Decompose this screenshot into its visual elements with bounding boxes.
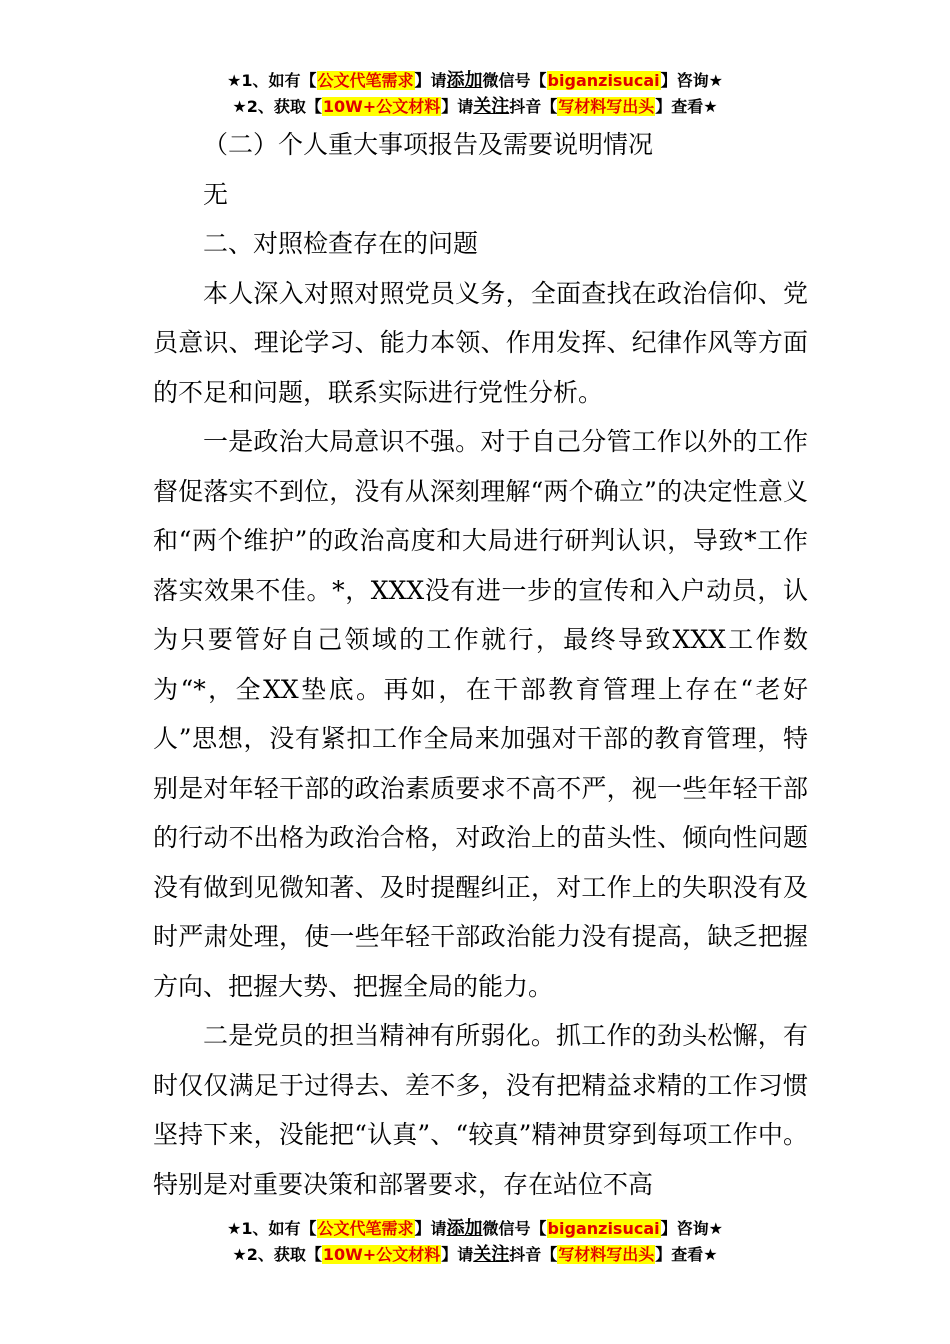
promo-text: 】请 xyxy=(441,97,474,116)
promo-text: 】咨询★ xyxy=(660,1219,723,1238)
intro-paragraph: 本人深入对照对照党员义务，全面查找在政治信仰、党员意识、理论学习、能力本领、作用发挥、纪律作风等方面的不足和问题，联系实际进行党性分析。 xyxy=(153,278,808,407)
promo-highlight-wechat-id: biganzisucai xyxy=(547,71,660,90)
promo-emphasis: 添加 xyxy=(446,70,483,91)
promo-emphasis: 关注 xyxy=(473,96,510,117)
section-heading-personal-matters: （二）个人重大事项报告及需要说明情况 xyxy=(203,130,654,159)
promo-text: 微信号【 xyxy=(482,71,547,90)
promo-line-2 xyxy=(0,1242,950,1268)
promo-text: ★2、获取【 xyxy=(232,97,322,116)
problem-point-1: 一是政治大局意识不强。对于自己分管工作以外的工作督促落实不到位，没有从深刻理解“两个确立”的决定性意义和“两个维护”的政治高度和大局进行研判认识，导致*工作落实效果不佳。*，XXX没有进一步的宣传和入户动员，认为只要管好自己领域的工作就行，最终导致XXX工作数为“*，全XX垫底。再如，在干部教育管理上存在“老好人”思想，没有紧扣工作全局来加强对干部的教育管理，特别是对年轻干部的政治素质要求不高不严，视一些年轻干部的行动不出格为政治合格，对政治上的苗头性、倾向性问题没有做到见微知著、及时提醒纠正，对工作上的失职没有及时严肃处理，使一些年轻干部政治能力没有提高，缺乏把握方向、把握大势、把握全局的能力。 xyxy=(153,427,808,1001)
promo-text: 】请 xyxy=(441,1245,474,1264)
promo-highlight-service: 公文代笔需求 xyxy=(317,71,414,90)
promo-text: 】查看★ xyxy=(655,1245,718,1264)
promo-highlight-douyin-account: 写材料写出头 xyxy=(558,97,655,116)
promo-highlight-douyin-account: 写材料写出头 xyxy=(558,1245,655,1264)
promo-text: ★1、如有【 xyxy=(227,1219,317,1238)
promo-text: ★2、获取【 xyxy=(232,1245,322,1264)
promo-line-1 xyxy=(0,1216,950,1242)
promo-emphasis: 添加 xyxy=(446,1218,483,1239)
promo-banner-top xyxy=(0,68,950,120)
promo-text: 】请 xyxy=(414,71,447,90)
promo-banner-bottom xyxy=(0,1216,950,1268)
promo-text: 抖音【 xyxy=(509,1245,558,1264)
promo-text: 】查看★ xyxy=(655,97,718,116)
promo-text: ★1、如有【 xyxy=(227,71,317,90)
promo-highlight-wechat-id: biganzisucai xyxy=(547,1219,660,1238)
promo-text: 抖音【 xyxy=(509,97,558,116)
section-heading-problems: 二、对照检查存在的问题 xyxy=(203,229,479,258)
promo-line-1 xyxy=(0,68,950,94)
promo-line-2 xyxy=(0,94,950,120)
promo-emphasis: 关注 xyxy=(473,1244,510,1265)
promo-highlight-materials: 10W+公文材料 xyxy=(322,1245,441,1264)
promo-highlight-service: 公文代笔需求 xyxy=(317,1219,414,1238)
personal-matters-content: 无 xyxy=(203,179,229,209)
document-body xyxy=(153,120,808,1209)
promo-text: 微信号【 xyxy=(482,1219,547,1238)
promo-highlight-materials: 10W+公文材料 xyxy=(322,97,441,116)
problem-point-2: 二是党员的担当精神有所弱化。抓工作的劲头松懈，有时仅仅满足于过得去、差不多，没有把精益求精的工作习惯坚持下来，没能把“认真”、“较真”精神贯穿到每项工作中。特别是对重要决策和部署要求，存在站位不高 xyxy=(153,1021,808,1199)
promo-text: 】咨询★ xyxy=(660,71,723,90)
promo-text: 】请 xyxy=(414,1219,447,1238)
